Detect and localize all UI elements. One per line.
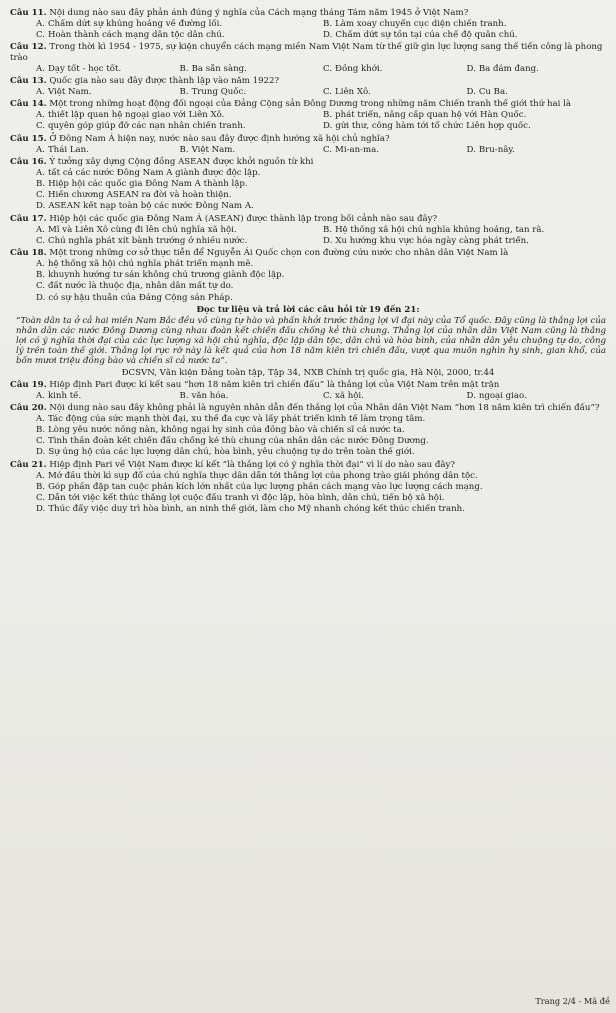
option-label: C. xyxy=(323,390,333,401)
question-text: Trong thời kì 1954 - 1975, sự kiện chuyển cách mạng miền Nam Việt Nam từ thế giữ gìn lực lượng sang thế tiến công là phong trào xyxy=(10,42,603,63)
answer-option-d[interactable] xyxy=(6,201,610,211)
option-text: Tình thần đoàn kết chiến đấu chống kẻ thù chung của nhân dân các nước Đông Dương. xyxy=(48,436,429,447)
option-text: Hiến chương ASEAN ra đời và hoàn thiện. xyxy=(48,190,232,201)
answer-option-d[interactable] xyxy=(6,447,610,457)
option-text: Dạy tốt - học tốt. xyxy=(47,63,122,74)
answer-option-b[interactable] xyxy=(6,270,610,280)
option-label: C. xyxy=(36,190,46,201)
option-label: A. xyxy=(36,19,45,30)
answer-option-a[interactable] xyxy=(36,87,180,97)
answer-option-a[interactable] xyxy=(36,19,323,29)
option-label: A. xyxy=(36,110,45,121)
question-text: Một trong những hoạt động đối ngoại của Đảng Cộng sản Đông Dương trong những năm Chiến tranh thế giới thứ hai là xyxy=(49,99,571,110)
option-label: C. xyxy=(36,30,46,41)
reading-passage: “Toàn dân ta ở cả hai miền Nam Bắc đều vô cùng tự hào và phấn khởi trước thắng lợi vĩ đại này của Tổ quốc. Đây cũng là thắng lợi của nhân dân các nước Đông Dương cùng nhau đoàn kết chiến đấu chống kẻ thù chung. Thắng lợi của nhân dân Việt Nam cũng là thắng lợi có ý nghĩa thời đại của các lực lượng xã hội chủ nghĩa, độc lập dân tộc, dân chủ và hòa bình, của nhân dân yêu chuộng tự do, công lý trên toàn thế giới. Thắng lợi rực rỡ này là kết quả của hơn 18 năm kiên trì chiến đấu, vượt qua muôn nghìn hy sinh, gian khổ, của bốn mươi triệu đồng bào và chiến sĩ cả nước ta”. xyxy=(16,315,606,367)
option-text: Đồng khởi. xyxy=(335,63,383,74)
question-q15 xyxy=(6,134,610,155)
option-label: D. xyxy=(36,447,46,458)
option-label: A. xyxy=(36,259,45,270)
answer-option-d[interactable] xyxy=(6,504,610,514)
question-q19 xyxy=(6,380,610,401)
option-text: Thúc đẩy việc duy trì hòa bình, an ninh thế giới, làm cho Mỹ nhanh chóng kết thúc chiến tranh. xyxy=(48,504,465,515)
option-text: Lòng yêu nước nồng nàn, không ngại hy sinh của đồng bào và chiến sĩ cả nước ta. xyxy=(48,425,405,436)
option-text: Hệ thống xã hội chủ nghĩa khủng hoảng, tan rã. xyxy=(335,224,545,235)
options-row xyxy=(6,236,610,246)
answer-option-d[interactable] xyxy=(323,30,610,40)
option-label: B. xyxy=(36,179,46,190)
question-stem xyxy=(6,460,610,470)
answer-option-b[interactable] xyxy=(6,179,610,189)
option-text: Mở đầu thời kì sụp đổ của chủ nghĩa thực dân dẫn tới thắng lợi của phong trào giải phóng dân tộc. xyxy=(47,470,478,481)
answer-option-b[interactable] xyxy=(323,225,610,235)
options-row xyxy=(6,87,610,97)
question-block-2 xyxy=(6,380,610,515)
answer-option-b[interactable] xyxy=(323,19,610,29)
reading-title: Đọc tư liệu và trả lời các câu hỏi từ 19 đến 21: xyxy=(196,304,420,315)
answer-option-d[interactable] xyxy=(323,121,610,131)
question-text: Ý tưởng xây dựng Cộng đồng ASEAN được khởi nguồn từ khi xyxy=(49,156,314,167)
question-stem xyxy=(6,42,610,62)
option-label: A. xyxy=(36,414,45,425)
answer-option-b[interactable] xyxy=(180,145,324,155)
option-text: hệ thống xã hội chủ nghĩa phát triển mạnh mẽ. xyxy=(47,259,254,270)
option-label: B. xyxy=(323,224,333,235)
question-q11 xyxy=(6,8,610,40)
answer-option-c[interactable] xyxy=(6,493,610,503)
option-label: A. xyxy=(36,63,45,74)
option-text: tất cả các nước Đông Nam Á giành được độc lập. xyxy=(47,167,261,178)
answer-option-c[interactable] xyxy=(36,30,323,40)
question-number: Câu 21. xyxy=(10,459,47,470)
option-label: D. xyxy=(323,121,333,132)
answer-option-d[interactable] xyxy=(467,87,611,97)
option-label: A. xyxy=(36,86,45,97)
question-stem xyxy=(6,214,610,224)
answer-option-a[interactable] xyxy=(6,259,610,269)
options-row xyxy=(6,121,610,131)
question-stem xyxy=(6,134,610,144)
question-stem xyxy=(6,8,610,18)
option-text: có sự hậu thuẫn của Đảng Cộng sản Pháp. xyxy=(48,292,233,303)
question-block-1 xyxy=(6,8,610,303)
answer-option-b[interactable] xyxy=(180,87,324,97)
answer-option-d[interactable] xyxy=(323,236,610,246)
options-row xyxy=(6,19,610,29)
option-label: A. xyxy=(36,144,45,155)
question-number: Câu 19. xyxy=(10,379,47,390)
option-label: B. xyxy=(36,425,46,436)
option-text: ngoại giao. xyxy=(478,390,527,401)
option-label: A. xyxy=(36,390,45,401)
option-text: Trung Quốc. xyxy=(191,86,247,97)
option-text: Thái Lan. xyxy=(47,144,89,155)
question-q18 xyxy=(6,248,610,303)
answer-option-c[interactable] xyxy=(6,190,610,200)
question-q21 xyxy=(6,460,610,515)
page-footer: Trang 2/4 - Mã đề xyxy=(535,996,610,1007)
question-text: Hiệp định Pari về Việt Nam được kí kết “là thắng lợi có ý nghĩa thời đại” vì lí do nào sau đây? xyxy=(49,459,455,470)
question-text: Quốc gia nào sau đây được thành lập vào năm 1922? xyxy=(49,75,280,86)
option-label: B. xyxy=(179,63,189,74)
option-label: D. xyxy=(36,292,46,303)
question-text: Nội dung nào sau đây không phải là nguyên nhân dẫn đến thắng lợi của Nhân dân Việt Nam “hơn 18 năm kiên trì chiến đấu”? xyxy=(49,402,600,413)
option-text: gửi thư, công hàm tới tổ chức Liên hợp quốc. xyxy=(335,121,531,132)
question-number: Câu 16. xyxy=(10,156,47,167)
answer-option-c[interactable] xyxy=(323,391,467,401)
question-q20 xyxy=(6,403,610,458)
answer-option-b[interactable] xyxy=(323,110,610,120)
option-text: thiết lập quan hệ ngoại giao với Liên Xô. xyxy=(47,110,225,121)
options-row xyxy=(6,110,610,120)
options-row xyxy=(6,30,610,40)
answer-option-a[interactable] xyxy=(36,225,323,235)
question-q17 xyxy=(6,214,610,246)
answer-option-c[interactable] xyxy=(36,236,323,246)
question-q16 xyxy=(6,157,610,212)
answer-option-a[interactable] xyxy=(6,471,610,481)
option-text: Việt Nam. xyxy=(191,144,236,155)
option-label: D. xyxy=(466,390,476,401)
options-row xyxy=(6,225,610,235)
answer-option-b[interactable] xyxy=(180,391,324,401)
option-text: Việt Nam. xyxy=(47,86,92,97)
question-number: Câu 15. xyxy=(10,133,47,144)
option-label: C. xyxy=(323,86,333,97)
option-text: khuynh hướng tư sản không chủ trương giành độc lập. xyxy=(48,270,285,281)
answer-option-a[interactable] xyxy=(6,414,610,424)
answer-option-d[interactable] xyxy=(467,145,611,155)
option-label: C. xyxy=(323,63,333,74)
question-text: Hiệp hội các quốc gia Đông Nam Á (ASEAN) được thành lập trong bối cảnh nào sau đây? xyxy=(49,213,438,224)
option-text: Chấm dứt sự khủng hoảng về đường lối. xyxy=(47,19,223,30)
answer-option-b[interactable] xyxy=(180,64,324,74)
option-text: quyên góp giúp đỡ các nạn nhân chiến tranh. xyxy=(48,121,246,132)
question-number: Câu 17. xyxy=(10,213,47,224)
options-row xyxy=(6,391,610,401)
option-label: A. xyxy=(36,470,45,481)
option-label: A. xyxy=(36,224,45,235)
question-text: Nội dung nào sau đây phản ánh đúng ý nghĩa của Cách mạng tháng Tám năm 1945 ở Việt Nam? xyxy=(49,8,469,18)
question-text: Ở Đông Nam Á hiện nay, nước nào sau đây được định hướng xã hội chủ nghĩa? xyxy=(49,133,390,144)
option-text: Xu hướng khu vực hóa ngày càng phát triển. xyxy=(335,235,529,246)
option-text: Sự ủng hộ của các lực lượng dân chủ, hòa bình, yêu chuộng tự do trên toàn thế giới. xyxy=(48,447,415,458)
question-text: Một trong những cơ sở thực tiễn để Nguyễn Ái Quốc chọn con đường cứu nước cho nhân dân Việt Nam là xyxy=(49,247,509,258)
question-stem xyxy=(6,248,610,258)
answer-option-c[interactable] xyxy=(6,436,610,446)
question-q14 xyxy=(6,99,610,131)
option-text: phát triển, nâng cấp quan hệ với Hàn Quốc. xyxy=(335,110,527,121)
option-label: C. xyxy=(323,144,333,155)
answer-option-c[interactable] xyxy=(323,87,467,97)
question-number: Câu 11. xyxy=(10,8,47,18)
question-q13 xyxy=(6,76,610,97)
option-text: văn hóa. xyxy=(191,390,229,401)
option-text: Hiệp hội các quốc gia Đông Nam Á thành lập. xyxy=(48,179,248,190)
option-label: D. xyxy=(36,504,46,515)
reading-source: ĐCSVN, Văn kiện Đảng toàn tập, Tập 34, NXB Chính trị quốc gia, Hà Nội, 2000, tr.44 xyxy=(121,367,495,378)
question-number: Câu 14. xyxy=(10,99,47,110)
option-label: C. xyxy=(36,493,46,504)
option-text: Liên Xô. xyxy=(335,86,371,97)
option-text: Chủ nghĩa phát xít bành trướng ở nhiều nước. xyxy=(48,235,248,246)
option-text: Hoàn thành cách mạng dân tộc dân chủ. xyxy=(48,30,225,41)
answer-option-a[interactable] xyxy=(36,110,323,120)
option-text: Mi-an-ma. xyxy=(335,144,380,155)
option-label: C. xyxy=(36,235,46,246)
answer-option-a[interactable] xyxy=(6,168,610,178)
question-stem xyxy=(6,99,610,109)
answer-option-c[interactable] xyxy=(323,145,467,155)
option-label: D. xyxy=(36,201,46,212)
option-label: D. xyxy=(466,63,476,74)
option-label: D. xyxy=(323,235,333,246)
answer-option-d[interactable] xyxy=(6,293,610,303)
question-text: Hiệp định Pari được kí kết sau “hơn 18 năm kiên trì chiến đấu” là thắng lợi của Việt Nam trên mặt trận xyxy=(49,379,500,390)
option-label: B. xyxy=(323,19,333,30)
option-text: xã hội. xyxy=(335,390,364,401)
option-text: Mĩ và Liên Xô cùng đi lên chủ nghĩa xã hội. xyxy=(47,224,237,235)
option-label: D. xyxy=(466,86,476,97)
option-text: Góp phần đập tan cuộc phản kích lớn nhất của lực lượng phản cách mạng vào lực lượng cách mạng. xyxy=(48,481,483,492)
option-label: A. xyxy=(36,167,45,178)
option-text: Cu Ba. xyxy=(478,86,508,97)
option-label: B. xyxy=(36,270,46,281)
option-label: B. xyxy=(179,144,189,155)
option-text: Tác động của sức mạnh thời đại, xu thế đa cực và lấy phát triển kinh tế làm trọng tâm. xyxy=(47,414,426,425)
answer-option-c[interactable] xyxy=(323,64,467,74)
question-stem xyxy=(6,157,610,167)
question-stem xyxy=(6,76,610,86)
question-number: Câu 20. xyxy=(10,402,47,413)
option-label: D. xyxy=(466,144,476,155)
option-label: B. xyxy=(179,86,189,97)
options-row xyxy=(6,64,610,74)
question-number: Câu 18. xyxy=(10,247,47,258)
option-label: B. xyxy=(179,390,189,401)
option-text: Bru-nây. xyxy=(478,144,515,155)
option-label: C. xyxy=(36,121,46,132)
answer-option-a[interactable] xyxy=(36,391,180,401)
answer-option-d[interactable] xyxy=(467,64,611,74)
question-stem xyxy=(6,403,610,413)
question-stem xyxy=(6,380,610,390)
option-label: C. xyxy=(36,436,46,447)
option-text: kinh tế. xyxy=(47,390,82,401)
answer-option-a[interactable] xyxy=(36,64,180,74)
answer-option-b[interactable] xyxy=(6,482,610,492)
answer-option-d[interactable] xyxy=(467,391,611,401)
answer-option-c[interactable] xyxy=(6,281,610,291)
option-label: B. xyxy=(323,110,333,121)
option-text: Ba sẵn sàng. xyxy=(191,63,247,74)
question-q12 xyxy=(6,42,610,73)
option-text: Chấm dứt sự tồn tại của chế độ quân chủ. xyxy=(335,30,518,41)
answer-option-a[interactable] xyxy=(36,145,180,155)
question-number: Câu 12. xyxy=(10,42,47,53)
options-row xyxy=(6,145,610,155)
option-text: Làm xoay chuyển cục diện chiến tranh. xyxy=(335,19,507,30)
option-text: Dẫn tới việc kết thúc thắng lợi cuộc đấu tranh vì độc lập, hòa bình, dân chủ, tiến bộ xã hội. xyxy=(48,493,445,504)
option-label: C. xyxy=(36,281,46,292)
option-text: ASEAN kết nạp toàn bộ các nước Đông Nam Á. xyxy=(48,201,254,212)
option-text: đất nước là thuộc địa, nhân dân mất tự do. xyxy=(48,281,234,292)
question-number: Câu 13. xyxy=(10,75,47,86)
option-text: Ba đảm đang. xyxy=(478,63,539,74)
answer-option-b[interactable] xyxy=(6,425,610,435)
option-label: D. xyxy=(323,30,333,41)
option-label: B. xyxy=(36,481,46,492)
answer-option-c[interactable] xyxy=(36,121,323,131)
